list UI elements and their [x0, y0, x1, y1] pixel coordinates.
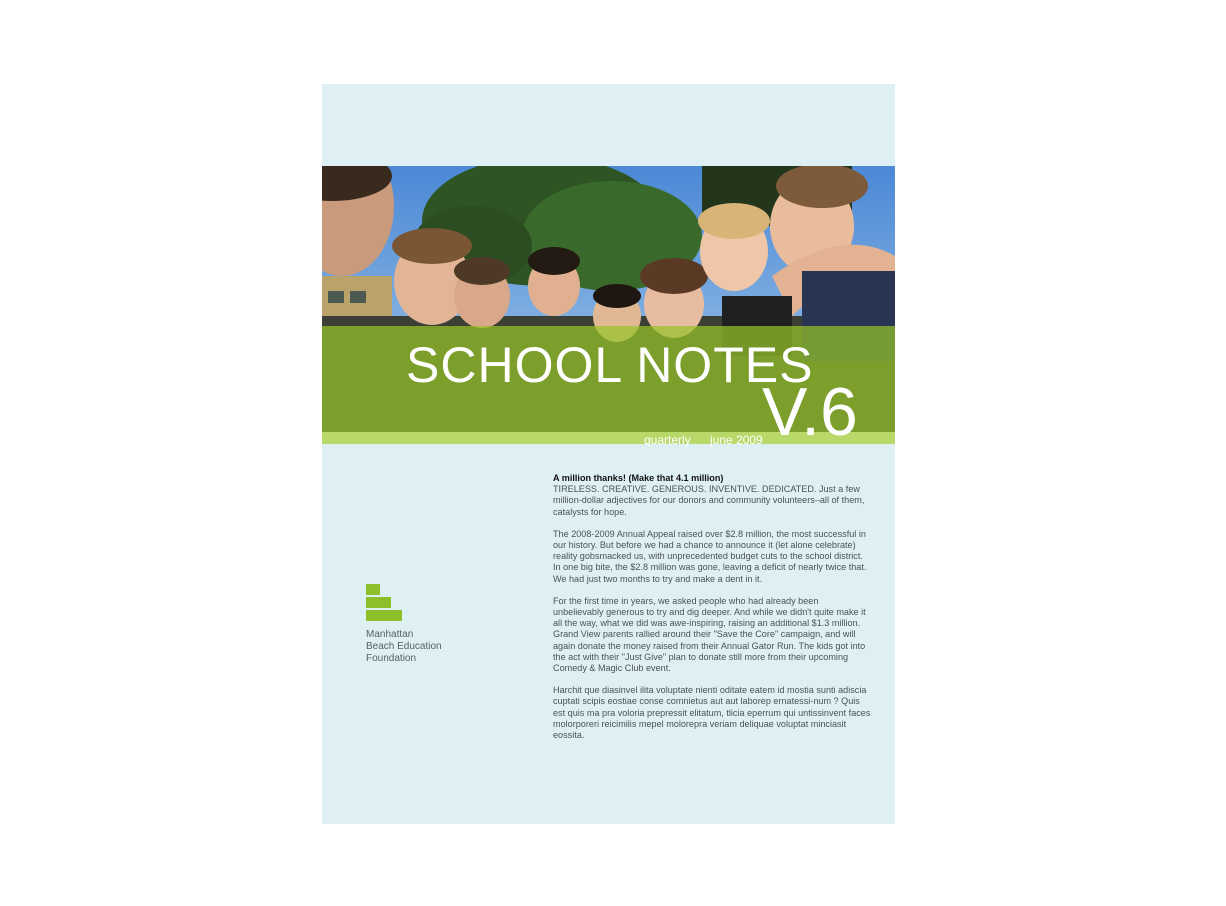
article-paragraph: For the first time in years, we asked people who had already been unbelievably generous to try and dig deeper. And while we didn't quite make it all the way, what we did was awe-inspiring, raising an additional $1.3 million. Grand View parents rallied around their "Save the Core" campaign, and will again donate the money raised from their Annual Gator Run. The kids got into the act with their "Just Give" plan to donate still more from their upcoming Comedy & Magic Club event. [553, 595, 866, 674]
article-lead [553, 473, 871, 518]
masthead-date: june 2009 [710, 433, 763, 447]
logo-bar-medium [366, 597, 391, 608]
organization-name [366, 629, 476, 665]
article-paragraph: The 2008-2009 Annual Appeal raised over $2.8 million, the most successful in our history. But before we had a chance to announce it (let alone celebrate) reality gobsmacked us, with unprecedented budget cuts to the school district. In one big bite, the $2.8 million was gone, leaving a deficit of nearly twice that. We had just two months to try and make a dent in it. [553, 528, 867, 584]
organization-line: Beach Education [366, 641, 442, 652]
article [553, 473, 871, 752]
organization-line: Manhattan [366, 629, 414, 640]
logo-bar-large [366, 610, 402, 621]
masthead-version: V.6 [762, 374, 858, 450]
logo-bar-small [366, 584, 380, 595]
organization-line: Foundation [366, 653, 417, 664]
masthead-frequency: quarterly [644, 433, 691, 447]
masthead-title: SCHOOL NOTES [406, 337, 814, 393]
article-paragraph: Harchit que diasinvel ilita voluptate nienti oditate eatem id mostia sunti adiscia cuptati scipis eostiae conse comnietus aut aut laborep ernatessi-num ? Quis est quis ma pra voloria prepressit elitatum, tlicia eperrum qui untissinvent faces molorporeri reicimilis mepel molorepra veriam deliquae voluptat minciasit eossita. [553, 685, 871, 741]
article-intro: TIRELESS. CREATIVE. GENEROUS. INVENTIVE. DEDICATED. Just a few million-dollar adjectives for our donors and community volunteers–all of them, catalysts for hope. [553, 484, 865, 517]
article-headline: A million thanks! (Make that 4.1 million) [553, 473, 724, 483]
newsletter-page [322, 84, 895, 824]
